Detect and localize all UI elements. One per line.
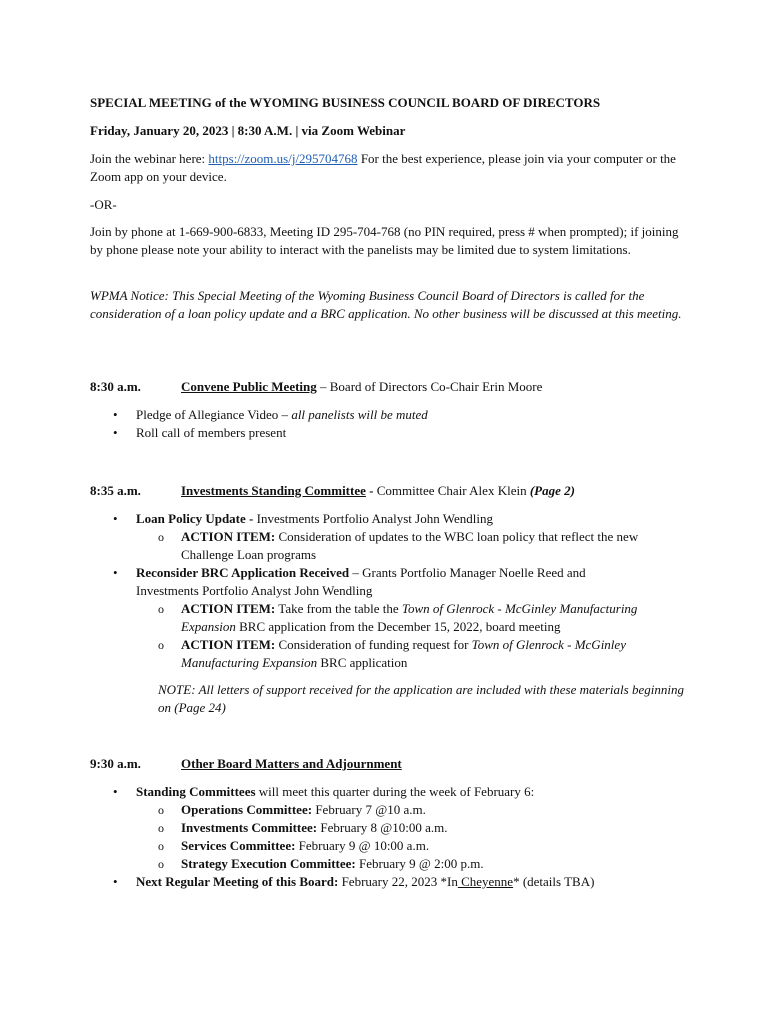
zoom-link[interactable]: https://zoom.us/j/295704768 bbox=[208, 151, 358, 166]
list-item bbox=[90, 406, 690, 424]
phone-join-paragraph: Join by phone at 1-669-900-6833, Meeting ID 295-704-768 (no PIN required, press # when prompted); if joining by phone please note your ability to interact with the panelists may be limited due to system limitations. bbox=[90, 224, 679, 257]
action-item-text: Consideration of updates to the WBC loan policy that reflect the new Challenge Loan programs bbox=[181, 529, 639, 562]
list-item bbox=[90, 783, 690, 801]
join-webinar-paragraph bbox=[90, 150, 690, 186]
committee-item bbox=[90, 837, 690, 855]
meeting-location: Cheyenne bbox=[457, 874, 514, 889]
convene-list bbox=[90, 406, 690, 442]
committee-item bbox=[90, 855, 690, 873]
agenda-title: Investments Standing Committee bbox=[181, 483, 366, 498]
committee-item bbox=[90, 801, 690, 819]
list-item-label: Loan Policy Update - bbox=[136, 511, 257, 526]
committee-time: February 7 @10 a.m. bbox=[312, 802, 426, 817]
agenda-dash: - bbox=[365, 483, 377, 498]
agenda-presenter: – Board of Directors Co-Chair Erin Moore bbox=[316, 379, 543, 394]
list-item-text: will meet this quarter during the week of February 6: bbox=[255, 784, 535, 799]
other-matters-list bbox=[90, 783, 690, 891]
list-item-label: Next Regular Meeting of this Board: bbox=[136, 874, 339, 889]
committee-time: February 8 @10:00 a.m. bbox=[317, 820, 448, 835]
action-item-text: Take from the table the bbox=[275, 601, 402, 616]
support-letters-note: NOTE: All letters of support received for the application are included with these materials beginning on (Page 24) bbox=[158, 682, 684, 715]
committee-time: February 9 @ 10:00 a.m. bbox=[295, 838, 430, 853]
action-item-label: ACTION ITEM: bbox=[181, 601, 276, 616]
committee-time: February 9 @ 2:00 p.m. bbox=[355, 856, 484, 871]
action-item-text: Consideration of funding request for bbox=[275, 637, 472, 652]
agenda-time: 9:30 a.m. bbox=[90, 756, 141, 771]
action-item bbox=[90, 636, 690, 672]
committee-label: Strategy Execution Committee: bbox=[181, 856, 356, 871]
list-item-text: Investments Portfolio Analyst John Wendling bbox=[256, 511, 493, 526]
list-item-text: * (details TBA) bbox=[513, 874, 595, 889]
list-item-text: Pledge of Allegiance Video – bbox=[136, 407, 292, 422]
agenda-time: 8:35 a.m. bbox=[90, 483, 141, 498]
meeting-date-line: Friday, January 20, 2023 | 8:30 A.M. | via Zoom Webinar bbox=[90, 123, 406, 138]
list-item bbox=[90, 873, 690, 891]
list-item-label: Reconsider BRC Application Received bbox=[136, 565, 350, 580]
agenda-title: Other Board Matters and Adjournment bbox=[181, 756, 402, 771]
investments-list bbox=[90, 510, 690, 672]
committee-label: Investments Committee: bbox=[181, 820, 318, 835]
action-item bbox=[90, 600, 690, 636]
action-item-label: ACTION ITEM: bbox=[181, 529, 276, 544]
page-reference: (Page 2) bbox=[529, 483, 575, 498]
action-item-text: BRC application bbox=[317, 655, 408, 670]
join-suffix: For the best experience, please join via your computer or the Zoom app on your device. bbox=[90, 151, 676, 184]
list-item bbox=[90, 564, 690, 600]
list-item-text: – Grants Portfolio Manager Noelle Reed and Investments Portfolio Analyst John Wendling bbox=[136, 565, 586, 598]
committee-label: Services Committee: bbox=[181, 838, 296, 853]
list-item-label: Standing Committees bbox=[136, 784, 256, 799]
committee-label: Operations Committee: bbox=[181, 802, 313, 817]
list-item-text: February 22, 2023 *In bbox=[338, 874, 458, 889]
action-item-italic: Town of Glenrock - McGinley Manufacturing Expansion bbox=[181, 637, 626, 670]
action-item-text: BRC application from the December 15, 2022, board meeting bbox=[235, 619, 561, 634]
list-item bbox=[90, 510, 690, 528]
agenda-time: 8:30 a.m. bbox=[90, 379, 141, 394]
committee-item bbox=[90, 819, 690, 837]
list-item-italic: all panelists will be muted bbox=[291, 407, 428, 422]
join-prefix: Join the webinar here: bbox=[90, 151, 209, 166]
agenda-title: Convene Public Meeting bbox=[181, 379, 317, 394]
or-separator: -OR- bbox=[90, 197, 117, 212]
agenda-presenter: Committee Chair Alex Klein bbox=[376, 483, 530, 498]
meeting-title: SPECIAL MEETING of the WYOMING BUSINESS COUNCIL BOARD OF DIRECTORS bbox=[90, 95, 601, 110]
action-item bbox=[90, 528, 690, 564]
action-item-italic: Town of Glenrock - McGinley Manufacturing Expansion bbox=[181, 601, 638, 634]
list-item: • Roll call of members present bbox=[90, 424, 690, 442]
wpma-notice: WPMA Notice: This Special Meeting of the Wyoming Business Council Board of Directors is called for the consideration of a loan policy update and a BRC application. No other business will be discussed at this meeting. bbox=[90, 288, 682, 321]
action-item-label: ACTION ITEM: bbox=[181, 637, 276, 652]
